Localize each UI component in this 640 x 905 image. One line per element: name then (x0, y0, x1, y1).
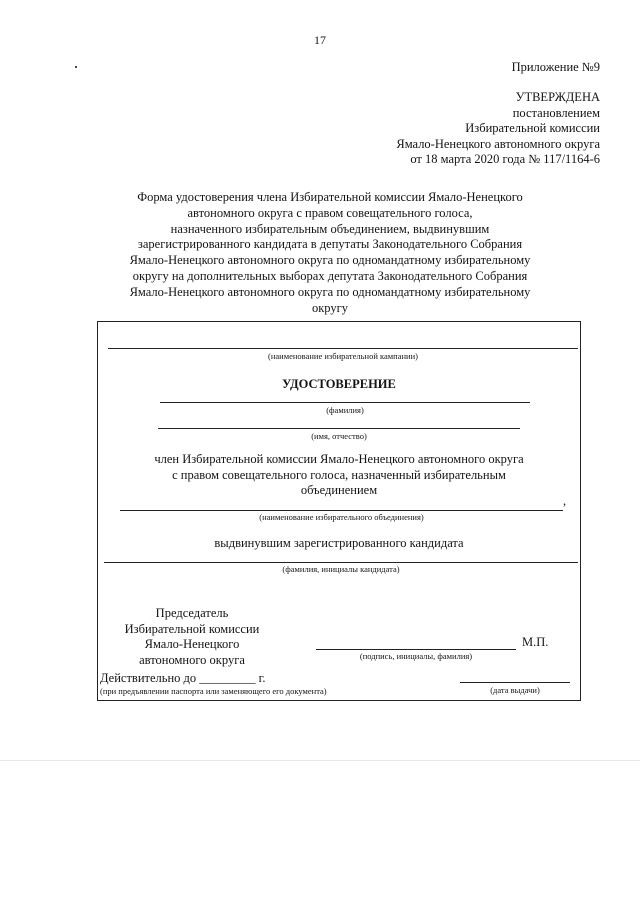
signature-caption: (подпись, инициалы, фамилия) (359, 651, 473, 661)
passport-note: (при предъявлении паспорта или заменяющего его документа) (100, 686, 327, 696)
member-line: с правом совещательного голоса, назначенный избирательным (172, 467, 506, 482)
issue-date-line (460, 682, 570, 683)
stamp-label: М.П. (522, 635, 549, 649)
approval-title: УТВЕРЖДЕНА (515, 90, 600, 104)
form-title-line: Ямало-Ненецкого автономного округа по одномандатному избирательному (129, 253, 531, 268)
form-title-line: зарегистрированного кандидата в депутаты Законодательного Собрания (137, 237, 523, 252)
name-caption: (имя, отчество) (311, 431, 367, 441)
scan-speck (75, 66, 77, 68)
form-title-line: округу на дополнительных выборах депутата Законодательного Собрания (132, 268, 528, 283)
form-title (80, 190, 580, 316)
chair-line: Председатель (155, 606, 229, 620)
annex-label: Приложение №9 (511, 60, 600, 74)
association-caption: (наименование избирательного объединения) (259, 512, 424, 522)
approval-line: Избирательной комиссии (465, 121, 600, 135)
certificate-heading: УДОСТОВЕРЕНИЕ (282, 377, 396, 391)
chair-line: Ямало-Ненецкого (144, 637, 240, 651)
member-description (98, 452, 580, 499)
campaign-caption: (наименование избирательной кампании) (268, 351, 418, 361)
candidate-caption: (фамилия, инициалы кандидата) (282, 564, 400, 574)
member-line: объединением (300, 483, 378, 497)
chair-line: автономного округа (139, 652, 245, 667)
member-line: член Избирательной комиссии Ямало-Ненецкого автономного округа (154, 452, 524, 466)
nominated-text: выдвинувшим зарегистрированного кандидата (214, 536, 464, 550)
signature-line (316, 649, 516, 650)
form-title-line: назначенного избирательным объединением, выдвинувшим (170, 221, 490, 236)
approval-line: Ямало-Ненецкого автономного округа (396, 136, 600, 151)
chair-line: Избирательной комиссии (124, 621, 260, 636)
page-number: 17 (314, 33, 326, 47)
association-line (120, 510, 563, 511)
approval-line: постановлением (512, 105, 600, 120)
certificate-card (97, 321, 581, 701)
approval-line: от 18 марта 2020 года № 117/1164-6 (410, 152, 600, 166)
form-title-line: Форма удостоверения члена Избирательной комиссии Ямало-Ненецкого (137, 190, 523, 204)
candidate-line (104, 562, 578, 563)
form-title-line: Ямало-Ненецкого автономного округа по одномандатному избирательному (129, 284, 531, 299)
surname-line (160, 402, 530, 403)
surname-caption: (фамилия) (326, 405, 364, 415)
chair-title (102, 606, 282, 668)
form-title-line: автономного округа с правом совещательного голоса, (187, 205, 473, 220)
scan-edge (0, 760, 640, 761)
name-line (158, 428, 520, 429)
association-comma: , (563, 494, 567, 508)
form-title-line: округу (311, 300, 349, 315)
campaign-line (108, 348, 578, 349)
valid-until: Действительно до _________ г. (100, 671, 266, 685)
issue-date-caption: (дата выдачи) (490, 685, 540, 695)
approval-block (396, 90, 600, 168)
